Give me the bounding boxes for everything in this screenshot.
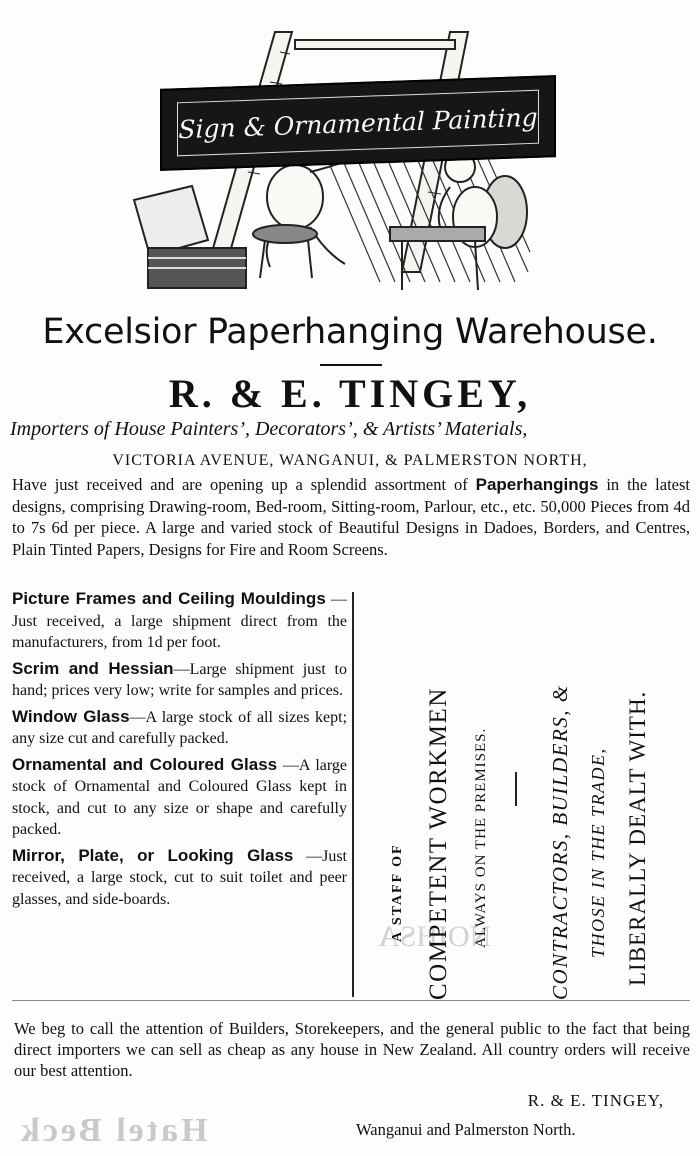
item-title: Ornamental and Coloured Glass xyxy=(12,754,278,774)
intro-text-2: in the latest designs, comprising Drawing-room, Bed-room, Sitting-room, Parlour, etc., etc. 50,000 Pieces from 4d to 7s 6d per piece. A large and varied stock of Beautiful Designs in Dadoes, Borders, and Centres, Plain Tinted Papers, Designs for Fire and Room Screens. xyxy=(12,475,690,559)
item-title: Scrim and Hessian xyxy=(12,658,174,678)
signature-name: R. & E. TINGEY, xyxy=(527,1091,664,1110)
easel-crossbar xyxy=(295,40,455,49)
item-title: Picture Frames and Ceiling Mouldings xyxy=(12,589,326,608)
intro-paragraph xyxy=(12,474,690,560)
item-body: —A large stock of Ornamental and Coloured Glass kept in stock, and cut to any size or shape and carefully packed. xyxy=(12,756,348,838)
vertical-trade: THOSE IN THE TRADE, xyxy=(588,747,608,958)
title-rule xyxy=(320,364,382,366)
firm-name: R. & E. TINGEY, xyxy=(168,371,532,416)
list-item xyxy=(12,658,347,702)
vertical-workmen: COMPETENT WORKMEN xyxy=(425,687,452,1000)
sign-board xyxy=(160,75,556,171)
list-item xyxy=(12,588,347,654)
address-line: VICTORIA AVENUE, WANGANUI, & PALMERSTON NORTH, xyxy=(112,452,588,469)
sign-board-text: Sign & Ornamental Painting xyxy=(178,102,538,144)
list-item xyxy=(12,754,347,841)
intro-text-1: Have just received and are opening up a splendid assortment of xyxy=(12,475,476,494)
item-body: —Large shipment just to hand; prices very low; write for samples and prices. xyxy=(12,660,347,699)
vertical-rule xyxy=(515,772,517,806)
list-item xyxy=(12,845,347,911)
show-through-ghost-text: Hatel Beck xyxy=(18,1112,208,1149)
column-divider xyxy=(352,592,354,997)
product-list xyxy=(12,588,347,914)
vertical-staff: A STAFF OF xyxy=(390,843,405,942)
vertical-premises: ALWAYS ON THE PREMISES. xyxy=(473,727,489,948)
list-item xyxy=(12,706,347,750)
importers-line: Importers of House Painters’, Decorators’, & Artists’ Materials, xyxy=(10,418,528,440)
vertical-liberally: LIBERALLY DEALT WITH. xyxy=(625,690,650,986)
show-through-text: NOIHSA xyxy=(378,920,492,953)
toolbox-lid xyxy=(134,186,208,256)
item-body: —A large stock of all sizes kept; any size cut and carefully packed. xyxy=(12,708,348,747)
vertical-contractors: CONTRACTORS, BUILDERS, & xyxy=(548,684,572,1000)
footer-rule xyxy=(12,1000,690,1001)
item-title: Mirror, Plate, or Looking Glass xyxy=(12,845,294,865)
item-body: — Just received, a large shipment direct from the manufacturers, from 1d per foot. xyxy=(12,591,348,651)
item-title: Window Glass xyxy=(12,706,130,726)
footer-paragraph: We beg to call the attention of Builders, Storekeepers, and the general public to the fact that being direct importers we can sell as cheap as any house in New Zealand. All country orders will receive our best attention. xyxy=(14,1019,690,1080)
page-title: Excelsior Paperhanging Warehouse. xyxy=(42,312,658,352)
item-body: —Just received, a large stock, cut to suit toilet and peer glasses, and side-boards. xyxy=(12,847,347,908)
intro-bold: Paperhangings xyxy=(475,475,599,494)
signature-place: Wanganui and Palmerston North. xyxy=(356,1120,576,1139)
